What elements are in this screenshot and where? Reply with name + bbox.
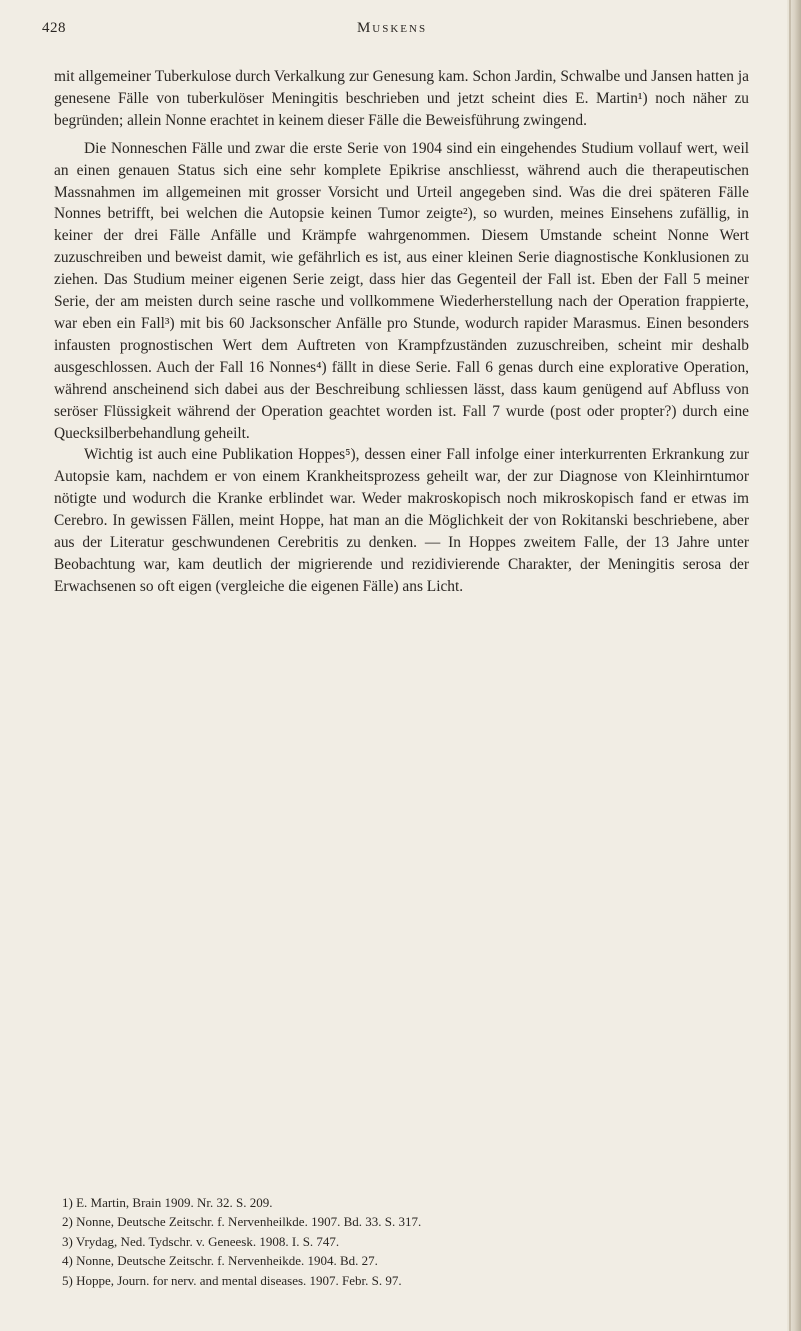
running-head: Muskens: [356, 20, 428, 36]
page-header: [42, 20, 742, 42]
footnote-3: 3) Vrydag, Ned. Tydschr. v. Geneesk. 1908. I. S. 747.: [62, 1233, 340, 1249]
paragraph-3: Wichtig ist auch eine Publikation Hoppes⁵), dessen einer Fall infolge einer interkurrenten Erkrankung zur Autopsie kam, nachdem er von einem Krankheitsprozess geheilt war, der zur Diagnose von Kleinhirntumor nötigte und wodurch die Kranke erblindet war. Weder makroskopisch noch mikroskopisch fand er etwas im Cerebro. In gewissen Fällen, meint Hoppe, hat man an die Möglichkeit der von Rokitanski beschriebene, aber aus der Literatur geschwundenen Cerebritis zu denken. — In Hoppes zweitem Falle, der 13 Jahre unter Beobachtung war, kam deutlich der migrierende und rezidivierende Charakter, der Meningitis serosa der Erwachsenen so oft eigen (vergleiche die eigenen Fälle) ans Licht.: [54, 446, 749, 595]
body-text: [54, 66, 749, 598]
page-number: 428: [42, 20, 66, 36]
footnote-1: 1) E. Martin, Brain 1909. Nr. 32. S. 209.: [62, 1195, 273, 1210]
footnote-2: 2) Nonne, Deutsche Zeitschr. f. Nervenheilkde. 1907. Bd. 33. S. 317.: [62, 1214, 422, 1230]
footnote-4: 4) Nonne, Deutsche Zeitschr. f. Nervenheikde. 1904. Bd. 27.: [62, 1253, 378, 1269]
page-edge-line: [789, 0, 791, 1331]
paragraph-2: Die Nonneschen Fälle und zwar die erste Serie von 1904 sind ein eingehendes Studium vollauf wert, weil an einen genauen Status sich eine sehr komplete Epikrise anschliesst, während auch die therapeutischen Massnahmen im allgemeinen mit grosser Vorsicht und Urteil angegeben sind. Was die drei späteren Fälle Nonnes betrifft, bei welchen die Autopsie keinen Tumor zeigte²), so wurden, meines Einsehens zufällig, in keiner der drei Fälle Anfälle und Krämpfe wahrgenommen. Diesem Umstande scheint Nonne Wert zuzuschreiben und beweist damit, wie gefährlich es ist, aus einer kleinen Serie diagnostische Konklusionen zu ziehen. Das Studium meiner eigenen Serie zeigt, dass hier das Gegenteil der Fall ist. Eben der Fall 5 meiner Serie, der am meisten durch seine rasche und vollkommene Wiederherstellung nach der Operation frappierte, war eben ein Fall³) mit bis 60 Jacksonscher Anfälle pro Stunde, wodurch rapider Marasmus. Einen besonders infausten prognostischen Wert dem Auftreten von Krampfzuständen zuzuschreiben, scheint mir deshalb ausgeschlossen. Auch der Fall 16 Nonnes⁴) fällt in diese Serie. Fall 6 genas durch eine explorative Operation, während anscheinend sich dabei aus der Beschreibung schliessen lässt, dass kaum genügend auf Abfluss von seröser Flüssigkeit während der Operation geachtet worden ist. Fall 7 wurde (post oder propter?) durch eine Quecksilberbehandlung geheilt.: [54, 139, 749, 442]
paragraph-1: mit allgemeiner Tuberkulose durch Verkalkung zur Genesung kam. Schon Jardin, Schwalbe und Jansen hatten ja genesene Fälle von tuberkulöser Meningitis beschrieben und jetzt scheint dies E. Martin¹) noch näher zu begründen; allein Nonne erachtet in keinem dieser Fälle die Beweisführung zwingend.: [54, 68, 749, 129]
footnote-5: 5) Hoppe, Journ. for nerv. and mental diseases. 1907. Febr. S. 97.: [62, 1272, 402, 1288]
footnotes: [62, 1193, 722, 1290]
